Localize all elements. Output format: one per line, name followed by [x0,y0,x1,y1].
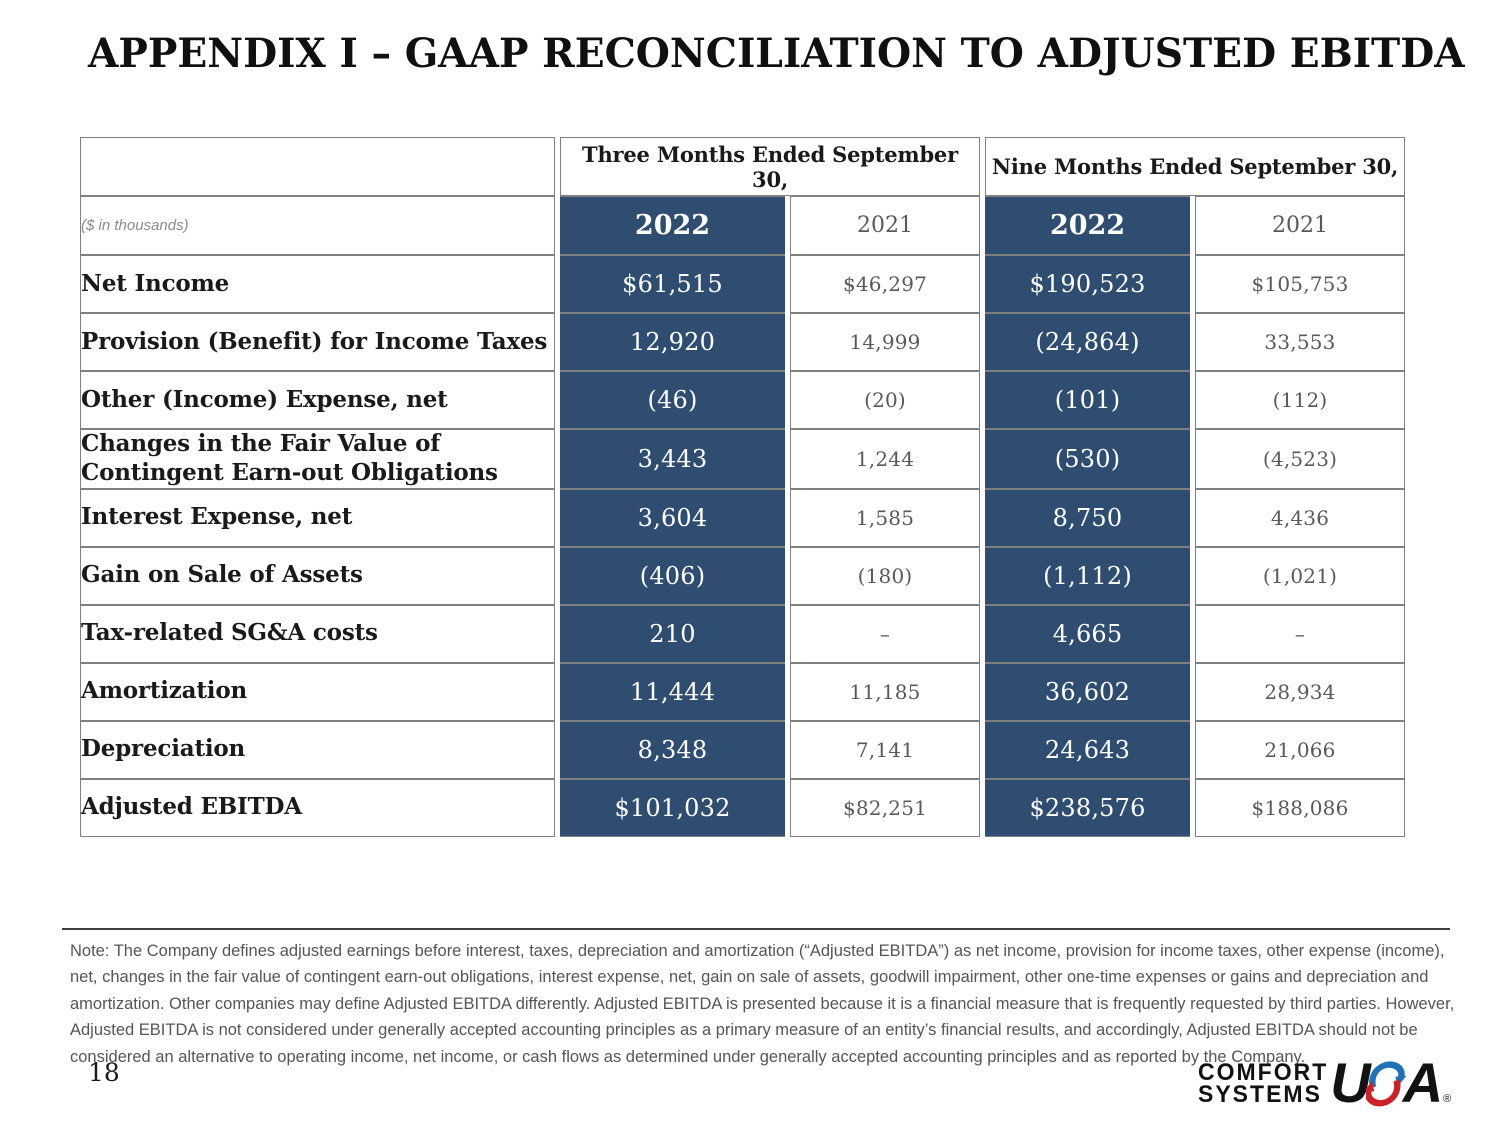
value-cell: 1,244 [790,429,980,489]
value-cell: 4,436 [1195,489,1405,547]
year-header-2022-9m: 2022 [985,196,1190,255]
value-cell: (180) [790,547,980,605]
table-body [80,255,1405,837]
value-cell: (20) [790,371,980,429]
value-cell: 1,585 [790,489,980,547]
value-cell: 21,066 [1195,721,1405,779]
value-cell: $101,032 [560,779,785,837]
value-cell: 210 [560,605,785,663]
value-cell: (112) [1195,371,1405,429]
value-cell: 7,141 [790,721,980,779]
value-cell: 8,750 [985,489,1190,547]
note-divider [62,928,1450,930]
value-cell: 8,348 [560,721,785,779]
value-cell: $61,515 [560,255,785,313]
page-title: APPENDIX I – GAAP RECONCILIATION TO ADJUSTED EBITDA [88,30,1465,77]
logo-wordmark [1198,1057,1329,1108]
row-label: Amortization [80,663,555,721]
row-label: Provision (Benefit) for Income Taxes [80,313,555,371]
value-cell: (530) [985,429,1190,489]
table-row [80,605,1405,663]
value-cell: $46,297 [790,255,980,313]
value-cell: $190,523 [985,255,1190,313]
gaap-reconciliation-table [75,137,1410,837]
year-header-2022-q3: 2022 [560,196,785,255]
year-header-row [80,196,1405,255]
table-row [80,255,1405,313]
table-row [80,721,1405,779]
value-cell: – [790,605,980,663]
footnote-text: Note: The Company defines adjusted earnings before interest, taxes, depreciation and amortization (“Adjusted EBITDA”) as net income, provision for income taxes, other expense (income), net, changes in the fair value of contingent earn-out obligations, interest expense, net, gain on sale of assets, goodwill impairment, other one-time expenses or gains and depreciation and amortization. Other companies may define Adjusted EBITDA differently. Adjusted EBITDA is presented because it is a financial measure that is frequently requested by third parties. However, Adjusted EBITDA is not considered under generally accepted accounting principles as a primary measure of an entity’s financial results, and accordingly, Adjusted EBITDA should not be considered an alternative to operating income, net income, or cash flows as determined under generally accepted accounting principles and as reported by the Company. [70,942,1455,1066]
group-header-row [80,137,1405,196]
value-cell: 11,185 [790,663,980,721]
value-cell: 36,602 [985,663,1190,721]
value-cell: $82,251 [790,779,980,837]
value-cell: 12,920 [560,313,785,371]
row-label: Interest Expense, net [80,489,555,547]
value-cell: 33,553 [1195,313,1405,371]
table-row [80,313,1405,371]
value-cell: 3,604 [560,489,785,547]
value-cell: (406) [560,547,785,605]
value-cell: (1,112) [985,547,1190,605]
value-cell: (4,523) [1195,429,1405,489]
table-row [80,663,1405,721]
table-row [80,779,1405,837]
page-number: 18 [88,1058,120,1087]
row-label: Other (Income) Expense, net [80,371,555,429]
value-cell: $105,753 [1195,255,1405,313]
value-cell: 11,444 [560,663,785,721]
row-label: Tax-related SG&A costs [80,605,555,663]
row-label: Adjusted EBITDA [80,779,555,837]
value-cell: (1,021) [1195,547,1405,605]
table-row [80,547,1405,605]
logo-word-comfort: COMFORT [1198,1057,1329,1085]
value-cell: (101) [985,371,1190,429]
value-cell: (24,864) [985,313,1190,371]
logo-letter-u: U [1330,1051,1369,1114]
row-label: Net Income [80,255,555,313]
three-months-header: Three Months Ended September 30, [560,137,980,196]
value-cell: $188,086 [1195,779,1405,837]
value-cell: – [1195,605,1405,663]
row-label: Changes in the Fair Value of Contingent Earn-out Obligations [80,429,555,489]
usa-swirl-icon [1366,1055,1406,1111]
value-cell: (46) [560,371,785,429]
year-header-2021-9m: 2021 [1195,196,1405,255]
logo-letter-a: A [1402,1051,1442,1114]
value-cell: 3,443 [560,429,785,489]
table-row [80,429,1405,489]
comfort-systems-usa-logo [1198,1051,1452,1114]
year-header-2021-q3: 2021 [790,196,980,255]
registered-trademark: ® [1443,1093,1452,1105]
logo-word-systems: SYSTEMS [1198,1079,1322,1108]
value-cell: 14,999 [790,313,980,371]
value-cell: 4,665 [985,605,1190,663]
logo-usa-block [1330,1051,1452,1114]
value-cell: $238,576 [985,779,1190,837]
value-cell: 28,934 [1195,663,1405,721]
nine-months-header: Nine Months Ended September 30, [985,137,1405,196]
units-label: ($ in thousands) [80,196,555,255]
value-cell: 24,643 [985,721,1190,779]
row-label: Gain on Sale of Assets [80,547,555,605]
header-spacer-cell [80,137,555,196]
row-label: Depreciation [80,721,555,779]
table-row [80,489,1405,547]
table-row [80,371,1405,429]
